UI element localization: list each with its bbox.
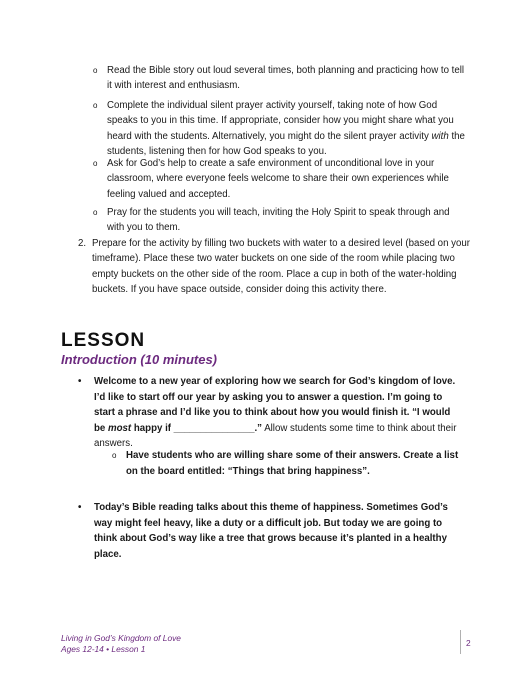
- prep-subitem: o Read the Bible story out loud several times, both planning and practicing how to tell it with interest and enthusiasm.: [93, 65, 465, 92]
- lesson-bullet: • Today’s Bible reading talks about this theme of happiness. Sometimes God’s way might feel heavy, like a duty or a difficult job. But today we are going to think about God’s way like a tree that grows because it’s planted in a healthy place.: [78, 502, 448, 560]
- lesson-subbullet: o Have students who are willing share some of their answers. Create a list on the board entitled: “Things that bring happiness”.: [112, 450, 459, 477]
- prep-subitem-text: Complete the individual silent prayer activity yourself, taking note of how God speaks to you in this time. If appropriate, consider how you might share what you heard with the students. Alternatively, you might do the silent prayer activity: [107, 100, 454, 142]
- emphasis-text: most: [108, 422, 132, 434]
- page-footer: [61, 633, 181, 654]
- prep-subitem-text: Read the Bible story out loud several times, both planning and practicing how to tell it with interest and enthusiasm.: [107, 65, 465, 92]
- prep-item-text: Prepare for the activity by filling two buckets with water to a desired level (based on your timeframe). Place these two water buckets on one side of the room while placing two empty buckets on the other side of the room. Place a cup in both of the water-holding buckets. If you have space outside, consider doing this activity there.: [92, 238, 470, 296]
- introduction-heading: Introduction (10 minutes): [61, 352, 217, 367]
- footer-lesson-info: Ages 12-14 • Lesson 1: [61, 643, 146, 654]
- page-number: 2: [466, 638, 471, 648]
- emphasis-text: with: [431, 130, 449, 142]
- prep-numbered-item: 2. Prepare for the activity by filling two buckets with water to a desired level (based on your timeframe). Place these two water buckets on one side of the room while placing two empty buckets on the other side of the room. Place a cup in both of the water-holding buckets. If you have space outside, consider doing this activity there.: [78, 238, 470, 296]
- prep-subitem-text: Pray for the students you will teach, inviting the Holy Spirit to speak through and with you to them.: [107, 207, 450, 234]
- prep-subitem: o Complete the individual silent prayer activity yourself, taking note of how God speaks to you in this time. If appropriate, consider how you might share what you heard with the students. Alternatively, you might do the silent prayer activity with the students, listening then for how God speaks to you.: [93, 100, 465, 158]
- prep-subitem-text: Ask for God’s help to create a safe environment of unconditional love in your classroom, where everyone feels welcome to share their own experiences while feeling valued and accepted.: [107, 158, 449, 200]
- prep-subitem: o Ask for God’s help to create a safe environment of unconditional love in your classroom, where everyone feels welcome to share their own experiences while feeling valued and accepted.: [93, 158, 449, 200]
- footer-divider: [460, 630, 461, 654]
- lesson-heading: LESSON: [61, 330, 146, 351]
- footer-series-title: Living in God’s Kingdom of Love: [61, 633, 181, 643]
- lesson-bullet: • Welcome to a new year of exploring how we search for God’s kingdom of love. I’d like to start off our year by asking you to answer a question. I’m going to start a phrase and I’d like you to think about how you would finish it. “I would be most happy if _______________.” Allow students some time to think about their answers.: [78, 376, 457, 450]
- prep-subitem: o Pray for the students you will teach, inviting the Holy Spirit to speak through and with you to them.: [93, 207, 450, 234]
